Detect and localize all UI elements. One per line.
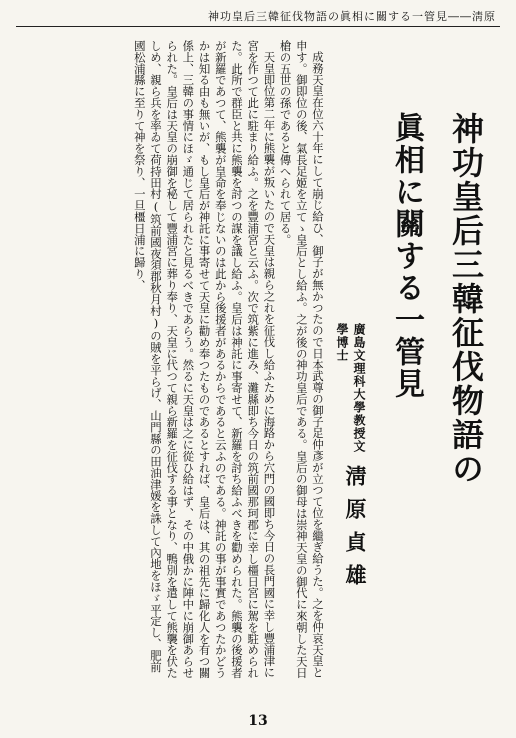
- running-header: 神功皇后三韓征伐物語の眞相に關する一管見――淸原: [208, 10, 496, 23]
- author-name: 淸原貞雄: [343, 465, 368, 597]
- article-title: [376, 112, 496, 557]
- author-affiliation: 廣島文理科大學教授文學博士: [335, 323, 366, 453]
- header-rule: [16, 26, 500, 27]
- title-line-2: 眞相に關する一管見: [389, 112, 424, 400]
- paragraph: 成務天皇在位六十年にして崩じ給ひ、御子が無かつたので日本武尊の御子足仲彥が立つて位を繼ぎ給うた。之を仲哀天皇と申す。御即位の後、氣長足姬を立てゝ皇后とし給ふ。之が後の神功皇后である。皇后の御母は崇神天皇の御代に來朝した天日槍の五世の孫であると傳へられて居る。: [278, 40, 325, 679]
- paragraph: 天皇即位第二年に熊襲が叛いたので天皇は親ら之れを征伐し給ふために海路から穴門の國即ち今日の長門國に幸し豐浦津に宮を作つて此に駐まり給ふ。之を豐浦宮と云ふ。次で筑紫に進み、灘縣即ち今日の筑前國那珂郡に幸し橿日宮に駕を駐められた。此所で群臣と共に熊襲を討つの謀を議し給ふ。皇后は神託に事寄せて、新羅を討ち給ふべきを勸められた。熊襲の後援者が新羅であつて、熊襲が皇命を奉じないのは此から後援者があるからであると云ふのである。神託の事が事實であつたかどうかは知る由も無いが、もし皇后が神託に事寄せて天皇に勸め奉つたものであるとすれば、皇后は、其の祖先に歸化人を有つ關係上、三韓の事情にほゞ通じて居られたと見るべきであらう。然るに天皇は之に從ひ給はず、その中俄かに陣中に崩御あらせられた。皇后は天皇の崩御を秘して豐浦宮に葬り奉り、天皇に代つて親ら新羅を征伐する事となり、鴨別を遣して熊襲を伏たしめ、親ら兵を率ゐて荷持田村(筑前國夜須郡秋月村)の賊を平らげ、山門縣の田油津媛を誅して內地をほゞ平定し、肥前國松浦縣に至りて神を祭り、一旦橿日浦に歸り、: [132, 40, 277, 679]
- page-number: 13: [248, 713, 268, 729]
- title-line-1: 神功皇后三韓征伐物語の: [447, 112, 485, 486]
- body-text: [26, 40, 326, 680]
